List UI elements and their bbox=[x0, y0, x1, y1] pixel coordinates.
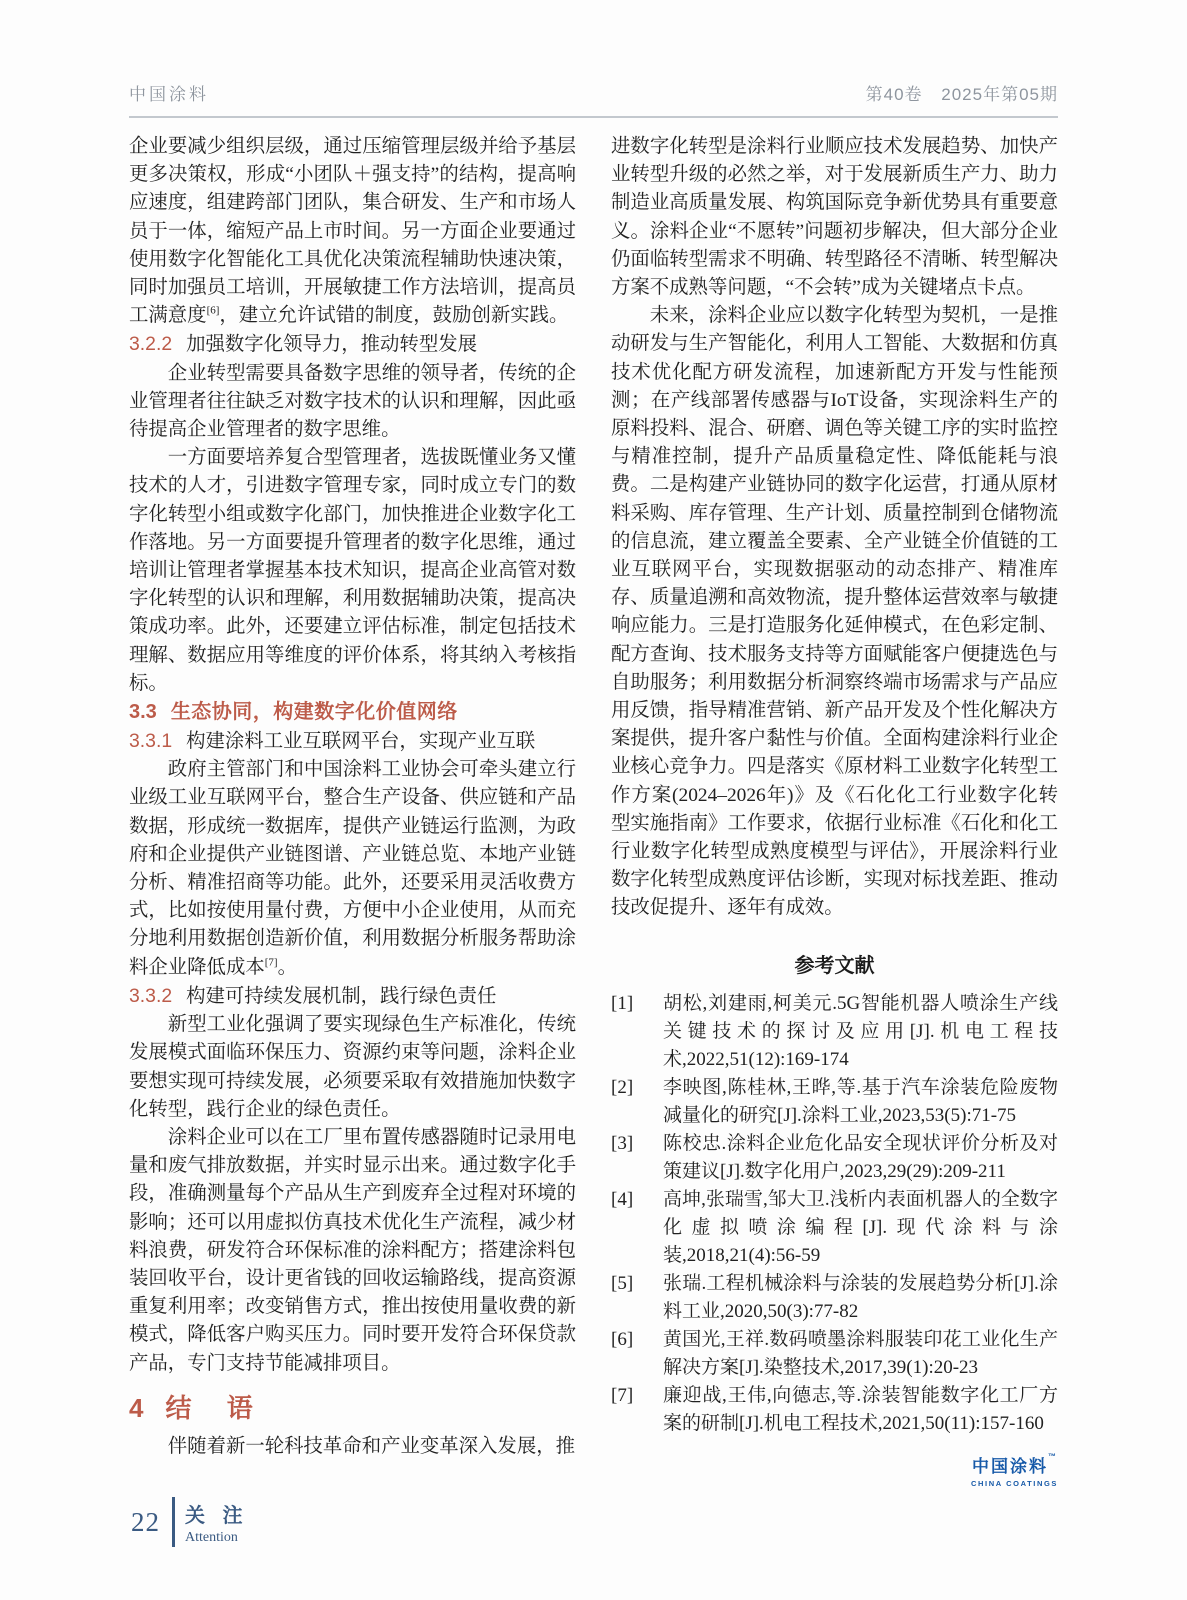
paragraph: 一方面要培养复合型管理者，选拔既懂业务又懂技术的人才，引进数字管理专家，同时成立专门的数字化转型小组或数字化部门，加快推进企业数字化工作落地。另一方面要提升管理者的数字化思维，通过培训让管理者掌握基本技术知识，提高企业高管对数字化转型的认识和理解，利用数据辅助决策，提高决策成功率。此外，还要建立评估标准，制定包括技术理解、数据应用等维度的评价体系，将其纳入考核指标。 bbox=[129, 447, 576, 694]
logo-chinese-text bbox=[972, 1452, 1058, 1477]
heading-title: 构建可持续发展机制，践行绿色责任 bbox=[186, 985, 497, 1007]
heading-title: 结 语 bbox=[165, 1392, 267, 1423]
logo-english-text: CHINA COATINGS bbox=[971, 1478, 1058, 1488]
reference-item bbox=[611, 1186, 1058, 1270]
journal-name: 中国涂料 bbox=[129, 85, 209, 104]
reference-number: [4] bbox=[611, 1188, 634, 1210]
reference-item bbox=[611, 1130, 1058, 1186]
heading-title: 加强数字化领导力，推动转型发展 bbox=[186, 334, 477, 356]
section-label bbox=[185, 1499, 249, 1546]
reference-text: 胡松,刘建雨,柯美元.5G智能机器人喷涂生产线关键技术的探讨及应用[J].机电工程技术,2022,51(12):169-174 bbox=[663, 992, 1058, 1070]
trademark-icon: ™ bbox=[1048, 1451, 1058, 1461]
section-name-chinese: 关 注 bbox=[185, 1504, 249, 1527]
footnote-ref-7: [7] bbox=[264, 956, 278, 969]
section-name-english: Attention bbox=[185, 1529, 238, 1545]
issue-volume: 第40卷 bbox=[865, 85, 923, 104]
paragraph-continued: 进数字化转型是涂料行业顺应技术发展趋势、加快产业转型升级的必然之举，对于发展新质生产力、助力制造业高质量发展、构筑国际竞争新优势具有重要意义。涂料企业“不愿转”问题初步解决，但大部分企业仍面临转型需求不明确、转型路径不清晰、转型解决方案不成熟等问题，“不会转”成为关键堵点卡点。 bbox=[611, 136, 1058, 299]
right-column bbox=[611, 133, 1058, 1488]
paragraph-text: 企业要减少组织层级，通过压缩管理层级并给予基层更多决策权，形成“小团队＋强支持”的结构，提高响应速度，组建跨部门团队，集合研发、生产和市场人员于一体，缩短产品上市时间。另一方面企业要通过使用数字化智能化工具优化决策流程辅助快速决策，同时加强员工培训，开展敏捷工作方法培训，提高员工满意度 bbox=[129, 136, 576, 327]
paragraph-continued bbox=[129, 133, 576, 330]
paragraph: 伴随着新一轮科技革命和产业变革深入发展，推 bbox=[167, 1435, 575, 1457]
heading-number: 3.3.2 bbox=[129, 984, 173, 1007]
paragraph bbox=[129, 756, 576, 982]
reference-item bbox=[611, 1326, 1058, 1382]
heading-number: 3.2.2 bbox=[129, 333, 173, 356]
paragraph: 企业转型需要具备数字思维的领导者，传统的企业管理者往往缺乏对数字技术的认识和理解，因此亟待提高企业管理者的数字思维。 bbox=[129, 362, 576, 441]
paragraph: 涂料企业可以在工厂里布置传感器随时记录用电量和废气排放数据，并实时显示出来。通过数字化手段，准确测量每个产品从生产到废弃全过程对环境的影响；还可以用虚拟仿真技术优化生产流程，减少材料浪费，研发符合环保标准的涂料配方；搭建涂料包装回收平台，设计更省钱的回收运输路线，提高资源重复利用率；改变销售方式，推出按使用量收费的新模式，降低客户购买压力。同时要开发符合环保贷款产品，专门支持节能减排项目。 bbox=[129, 1126, 576, 1374]
heading-3-3-1 bbox=[129, 727, 576, 756]
reference-text: 李映图,陈桂林,王晔,等.基于汽车涂装危险废物减量化的研究[J].涂料工业,2023,53(5):71-75 bbox=[663, 1076, 1058, 1126]
paragraph: 未来，涂料企业应以数字化转型为契机，一是推动研发与生产智能化，利用人工智能、大数据和仿真技术优化配方研发流程，加速新配方开发与性能预测；在产线部署传感器与IoT设备，实现涂料生产的原料投料、混合、研磨、调色等关键工序的实时监控与精准控制，提升产品质量稳定性、降低能耗与浪费。二是构建产业链协同的数字化运营，打通从原材料采购、库存管理、生产计划、质量控制到仓储物流的信息流，建立覆盖全要素、全产业链全价值链的工业互联网平台，实现数据驱动的动态排产、精准库存、质量追溯和高效物流，提升整体运营效率与敏捷响应能力。三是打造服务化延伸模式，在色彩定制、配方查询、技术服务支持等方面赋能客户便捷选色与自助服务；利用数据分析洞察终端市场需求与产品应用反馈，指导精准营销、新产品开发及个性化解决方案提供，提升客户黏性与价值。全面构建涂料行业企业核心竞争力。四是落实《原材料工业数字化转型工作方案(2024–2026年)》及《石化化工行业数字化转型实施指南》工作要求，依据行业标准《石化和化工行业数字化转型成熟度模型与评估》，开展涂料行业数字化转型成熟度评估诊断，实现对标找差距、推动技改促提升、逐年有成效。 bbox=[611, 305, 1058, 919]
china-coatings-logo bbox=[611, 1452, 1058, 1488]
reference-number: [6] bbox=[611, 1328, 634, 1350]
reference-text: 张瑞.工程机械涂料与涂装的发展趋势分析[J].涂料工业,2020,50(3):77-82 bbox=[663, 1272, 1058, 1322]
heading-4-conclusion bbox=[129, 1392, 576, 1424]
reference-text: 廉迎战,王伟,向德志,等.涂装智能数字化工厂方案的研制[J].机电工程技术,2021,50(11):157-160 bbox=[663, 1384, 1058, 1434]
heading-3-2-2 bbox=[129, 330, 576, 359]
heading-number: 3.3 bbox=[129, 701, 157, 724]
paragraph-text: 。 bbox=[277, 956, 297, 978]
reference-text: 高坤,张瑞雪,邹大卫.浅析内表面机器人的全数字化虚拟喷涂编程[J].现代涂料与涂装,2018,21(4):56-59 bbox=[663, 1188, 1058, 1266]
reference-item bbox=[611, 1270, 1058, 1326]
heading-number: 4 bbox=[129, 1392, 144, 1423]
issue-number: 2025年第05期 bbox=[941, 85, 1058, 104]
reference-item bbox=[611, 1382, 1058, 1438]
heading-3-3-2 bbox=[129, 982, 576, 1011]
left-column bbox=[129, 133, 576, 1488]
page-header bbox=[129, 80, 1058, 118]
reference-text: 陈校忠.涂料企业危化品安全现状评价分析及对策建议[J].数字化用户,2023,29(29):209-211 bbox=[663, 1132, 1058, 1182]
reference-number: [5] bbox=[611, 1272, 634, 1294]
paragraph-text: ，建立允许试错的制度，鼓励创新实践。 bbox=[219, 305, 569, 327]
reference-number: [1] bbox=[611, 992, 634, 1014]
heading-3-3 bbox=[129, 698, 576, 727]
reference-item bbox=[611, 1074, 1058, 1130]
logo-text: 中国涂料 bbox=[972, 1456, 1048, 1476]
paragraph: 新型工业化强调了要实现绿色生产标准化，传统发展模式面临环保压力、资源约束等问题，涂料企业要想实现可持续发展，必须要采取有效措施加快数字化转型，践行企业的绿色责任。 bbox=[129, 1014, 576, 1120]
page-number: 22 bbox=[131, 1506, 160, 1537]
heading-title: 生态协同，构建数字化价值网络 bbox=[170, 701, 458, 724]
issue-info bbox=[852, 80, 1058, 105]
heading-number: 3.3.1 bbox=[129, 730, 173, 753]
footer-divider bbox=[172, 1497, 175, 1547]
reference-number: [3] bbox=[611, 1132, 634, 1154]
references-heading: 参考文献 bbox=[794, 954, 875, 977]
reference-item bbox=[611, 990, 1058, 1074]
page-footer bbox=[131, 1497, 249, 1547]
heading-title: 构建涂料工业互联网平台，实现产业互联 bbox=[186, 731, 536, 753]
article-body bbox=[129, 133, 1058, 1488]
reference-number: [2] bbox=[611, 1076, 634, 1098]
reference-number: [7] bbox=[611, 1384, 634, 1406]
paragraph-text: 政府主管部门和中国涂料工业协会可牵头建立行业级工业互联网平台，整合生产设备、供应链和产品数据，形成统一数据库，提供产业链运行监测，为政府和企业提供产业链图谱、产业链总览、本地产业链分析、精准招商等功能。此外，还要采用灵活收费方式，比如按使用量付费，方便中小企业使用，从而充分地利用数据创造新价值，利用数据分析服务帮助涂料企业降低成本 bbox=[129, 759, 576, 978]
footnote-ref-6: [6] bbox=[206, 304, 220, 317]
reference-text: 黄国光,王祥.数码喷墨涂料服装印花工业化生产解决方案[J].染整技术,2017,39(1):20-23 bbox=[663, 1328, 1058, 1378]
